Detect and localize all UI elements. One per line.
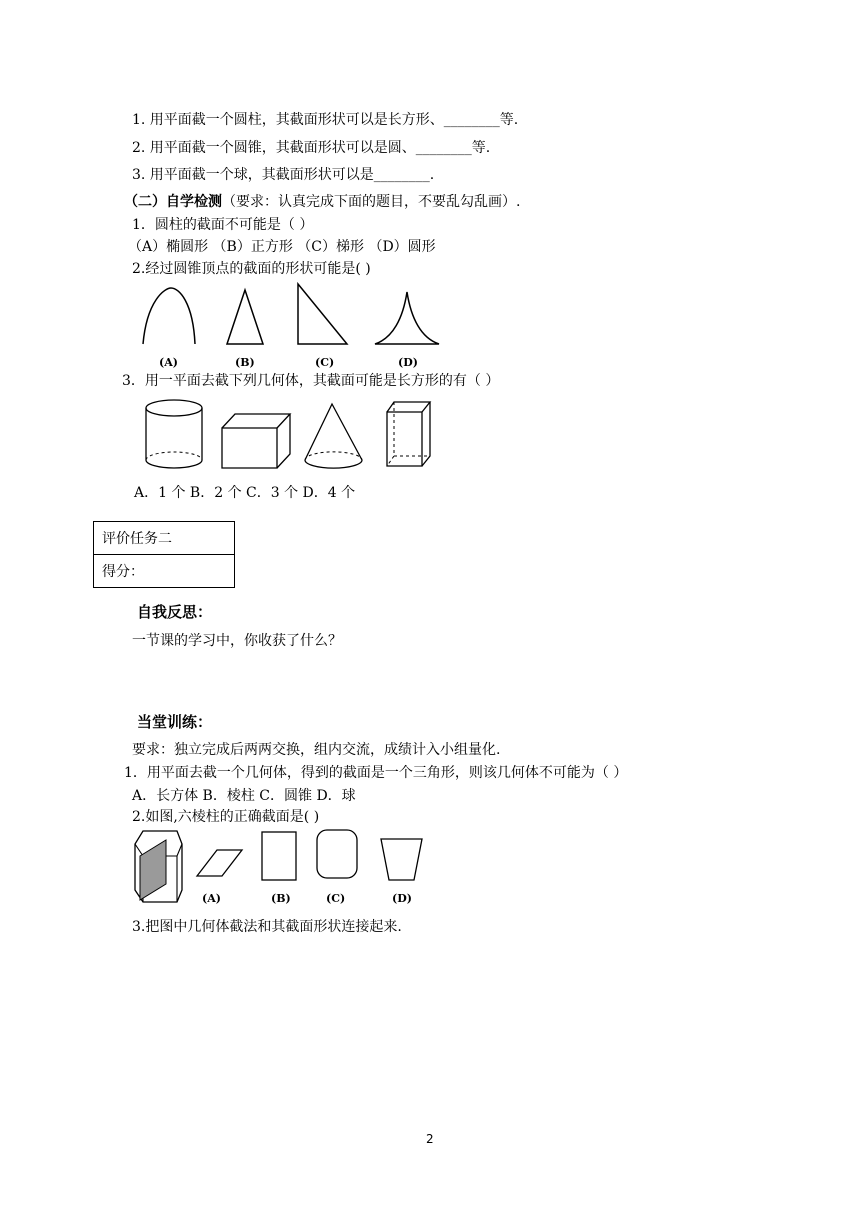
cylinder-bottom-front <box>146 460 202 468</box>
practice-q1-stem: 1．用平面去截一个几何体，得到的截面是一个三角形，则该几何体不可能为（ ） <box>124 765 628 781</box>
hex-prism-section <box>140 840 166 900</box>
label-d: (D) <box>392 892 412 905</box>
practice-requirement: 要求：独立完成后两两交换，组内交流，成绩计入小组量化. <box>132 742 501 758</box>
label-c: (C) <box>326 892 346 905</box>
cone-section-figures <box>135 280 435 375</box>
label-a: (A) <box>202 892 221 905</box>
cuboid-front <box>222 428 277 468</box>
hexagonal-prism-figures <box>130 826 430 911</box>
evaluation-score-cell[interactable]: 得分： <box>94 555 235 588</box>
figure-d-trapezoid <box>381 839 422 880</box>
practice-q2-stem: 2.如图,六棱柱的正确截面是( ) <box>132 809 320 825</box>
reflection-heading: 自我反思： <box>137 603 213 621</box>
self-test-heading: （二）自学检测 <box>124 194 222 210</box>
prism-top <box>387 402 430 412</box>
figure-a-curve <box>143 288 195 344</box>
figure-c-rounded-rectangle <box>317 830 357 878</box>
cylinder-top <box>146 400 202 416</box>
intro-line-2: 2. 用平面截一个圆锥，其截面形状可以是圆、________等. <box>132 140 491 156</box>
self-test-q3-stem: 3．用一平面去截下列几何体，其截面可能是长方形的有（ ） <box>122 373 500 389</box>
cone-base-back <box>305 452 362 460</box>
label-d: (D) <box>398 356 418 369</box>
figure-c-right-triangle <box>298 284 347 344</box>
intro-line-1: 1. 用平面截一个圆柱，其截面形状可以是长方形、________等. <box>132 112 519 128</box>
figure-d-cusp <box>375 292 439 344</box>
practice-heading: 当堂训练： <box>137 713 213 731</box>
self-test-title <box>124 193 520 211</box>
cuboid-top <box>222 414 290 428</box>
label-b: (B) <box>235 356 255 369</box>
figure-b-rectangle <box>262 832 296 880</box>
self-test-q1-stem: 1．圆柱的截面不可能是（ ） <box>132 217 314 233</box>
figure-a-parallelogram <box>197 850 242 876</box>
cone-base-front <box>305 460 362 468</box>
self-test-q1-options: （A）椭圆形 （B）正方形 （C）梯形 （D）圆形 <box>128 239 436 255</box>
self-test-q2-stem: 2.经过圆锥顶点的截面的形状可能是( ) <box>132 261 371 277</box>
figure-b-triangle <box>227 290 263 344</box>
cylinder-bottom-back <box>146 452 202 460</box>
reflection-prompt: 一节课的学习中，你收获了什么？ <box>132 633 342 649</box>
evaluation-task-cell: 评价任务二 <box>94 522 235 555</box>
evaluation-table <box>93 521 235 588</box>
solid-figures <box>140 398 440 473</box>
label-c: (C) <box>315 356 335 369</box>
cuboid-side <box>277 414 290 468</box>
practice-q1-options: A．长方体 B．棱柱 C．圆锥 D．球 <box>132 788 356 804</box>
page-number: 2 <box>426 1132 434 1146</box>
self-test-q3-options: A．1 个 B．2 个 C．3 个 D．4 个 <box>134 485 356 501</box>
label-a: (A) <box>159 356 178 369</box>
label-b: (B) <box>271 892 291 905</box>
intro-line-3: 3. 用平面截一个球，其截面形状可以是________. <box>132 167 435 183</box>
practice-q3-stem: 3.把图中几何体截法和其截面形状连接起来. <box>132 919 402 935</box>
self-test-requirement: （要求：认真完成下面的题目，不要乱勾乱画）. <box>222 194 521 210</box>
